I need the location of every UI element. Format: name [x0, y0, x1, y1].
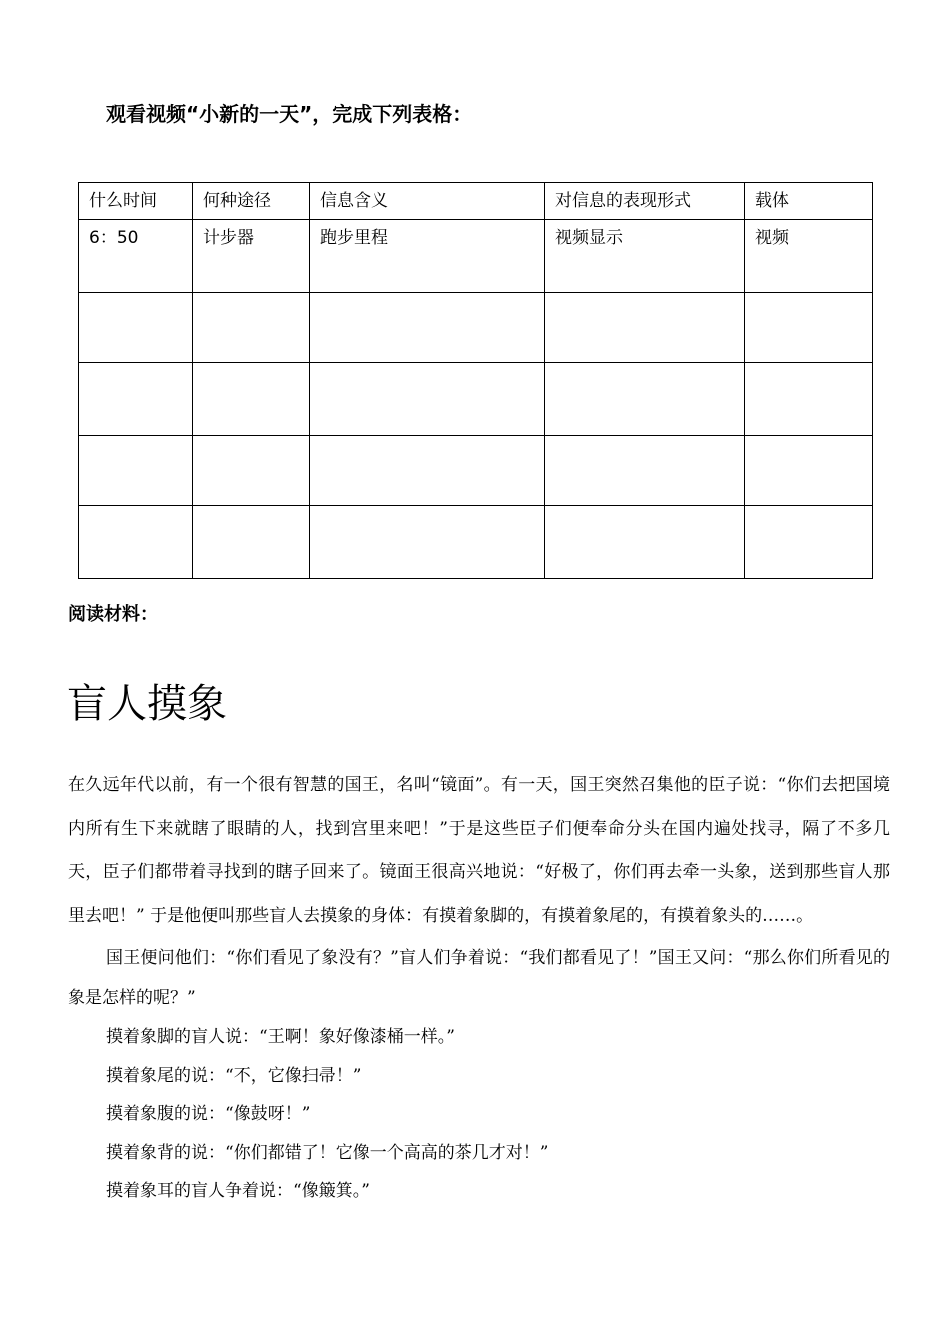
info-table: [78, 182, 873, 579]
table-row: [79, 363, 873, 436]
table-row: [79, 220, 873, 293]
table-cell[interactable]: [193, 436, 310, 506]
dialogue-line: 摸着象耳的盲人争着说：“像簸箕。”: [106, 1181, 370, 1202]
table-cell[interactable]: [193, 506, 310, 579]
table-cell[interactable]: [745, 363, 873, 436]
table-cell[interactable]: [310, 436, 545, 506]
table-header-row: [79, 183, 873, 220]
worksheet-instruction: 观看视频“小新的一天”，完成下列表格：: [106, 102, 473, 126]
dialogue-line: 摸着象腹的说：“像鼓呀！”: [106, 1104, 311, 1125]
story-title: 盲人摸象: [67, 681, 227, 727]
header-meaning: 信息含义: [310, 183, 545, 220]
table-cell[interactable]: 视频: [745, 220, 873, 293]
table-row: [79, 436, 873, 506]
story-body: [68, 764, 890, 1211]
table-cell[interactable]: [193, 293, 310, 363]
header-channel: 何种途径: [193, 183, 310, 220]
table-cell[interactable]: [310, 363, 545, 436]
table-cell[interactable]: [193, 363, 310, 436]
table-cell[interactable]: [545, 436, 745, 506]
header-form: 对信息的表现形式: [545, 183, 745, 220]
dialogue-line: 摸着象脚的盲人说：“王啊！象好像漆桶一样。”: [106, 1027, 455, 1048]
table-cell[interactable]: [310, 506, 545, 579]
dialogue-line: 摸着象背的说：“你们都错了！它像一个高高的茶几才对！”: [106, 1142, 549, 1163]
table-cell[interactable]: [545, 293, 745, 363]
story-paragraph: 在久远年代以前，有一个很有智慧的国王，名叫“镜面”。有一天，国王突然召集他的臣子说：“你们去把国境内所有生下来就瞎了眼睛的人，找到宫里来吧！”于是这些臣子们便奉命分头在国内遍处找寻，隔了不多几天，臣子们都带着寻找到的瞎子回来了。镜面王很高兴地说：“好极了，你们再去牵一头象，送到那些盲人那里去吧！” 于是他便叫那些盲人去摸象的身体：有摸着象脚的，有摸着象尾的，有摸着象头的……。: [68, 775, 890, 926]
table-cell[interactable]: [79, 506, 193, 579]
table-row: [79, 293, 873, 363]
table-cell[interactable]: 跑步里程: [310, 220, 545, 293]
table-row: [79, 506, 873, 579]
reading-material-label: 阅读材料：: [68, 604, 158, 625]
table-cell[interactable]: [745, 293, 873, 363]
table-cell[interactable]: [745, 506, 873, 579]
table-cell[interactable]: 6：50: [79, 220, 193, 293]
table-cell[interactable]: [79, 293, 193, 363]
table-cell[interactable]: [545, 506, 745, 579]
story-paragraph: 国王便问他们：“你们看见了象没有？”盲人们争着说：“我们都看见了！”国王又问：“那么你们所看见的象是怎样的呢？”: [68, 948, 890, 1009]
table-cell[interactable]: [310, 293, 545, 363]
table-cell[interactable]: [545, 363, 745, 436]
table-cell[interactable]: 计步器: [193, 220, 310, 293]
header-time: 什么时间: [79, 183, 193, 220]
dialogue-line: 摸着象尾的说：“不，它像扫帚！”: [106, 1065, 362, 1086]
table-cell[interactable]: 视频显示: [545, 220, 745, 293]
table-cell[interactable]: [79, 436, 193, 506]
header-carrier: 载体: [745, 183, 873, 220]
table-cell[interactable]: [79, 363, 193, 436]
table-cell[interactable]: [745, 436, 873, 506]
